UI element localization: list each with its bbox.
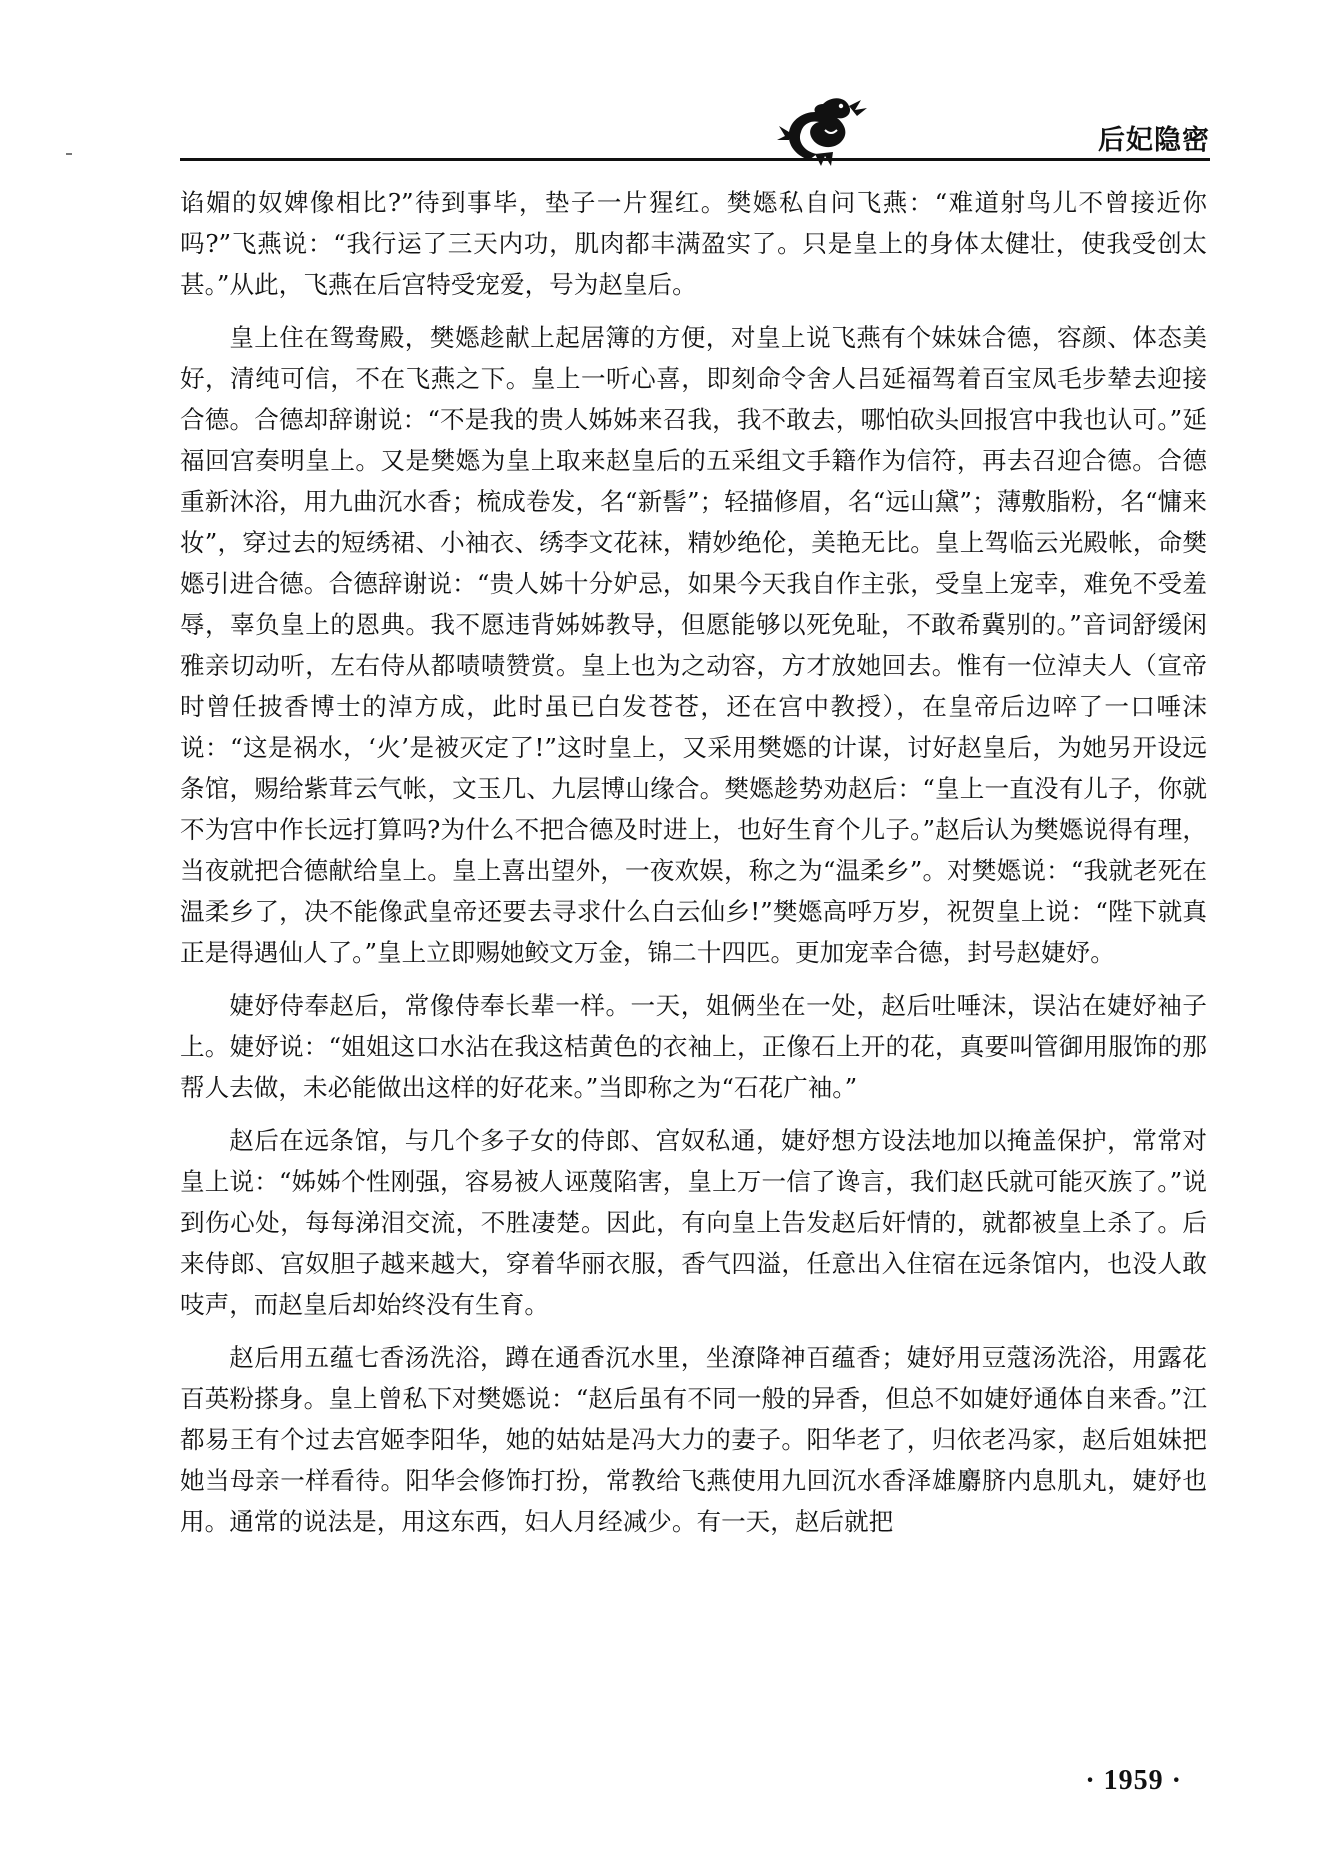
page-header	[180, 90, 1210, 170]
paragraph: 谄媚的奴婢像相比?”待到事毕，垫子一片猩红。樊嫕私自问飞燕：“难道射鸟儿不曾接近你吗?”飞燕说：“我行运了三天内功，肌肉都丰满盈实了。只是皇上的身体太健壮，使我受创太甚。”从此，飞燕在后宫特受宠爱，号为赵皇后。	[180, 188, 1207, 299]
header-rule	[180, 158, 1210, 161]
paragraph: 赵后在远条馆，与几个多子女的侍郎、宫奴私通，婕妤想方设法地加以掩盖保护，常常对皇上说：“姊姊个性刚强，容易被人诬蔑陷害，皇上万一信了谗言，我们赵氏就可能灭族了。”说到伤心处，每每涕泪交流，不胜凄楚。因此，有向皇上告发赵后奸情的，就都被皇上杀了。后来侍郎、宫奴胆子越来越大，穿着华丽衣服，香气四溢，任意出入住宿在远条馆内，也没人敢吱声，而赵皇后却始终没有生育。	[180, 1126, 1207, 1319]
scan-speck	[66, 153, 72, 155]
paragraph: 婕妤侍奉赵后，常像侍奉长辈一样。一天，姐俩坐在一处，赵后吐唾沫，误沾在婕妤袖子上。婕妤说：“姐姐这口水沾在我这桔黄色的衣袖上，正像石上开的花，真要叫管御用服饰的那帮人去做，未必能做出这样的好花来。”当即称之为“石花广袖。”	[180, 991, 1207, 1102]
page-number: · 1959 ·	[1085, 1765, 1182, 1796]
body-text	[180, 182, 1207, 1554]
paragraph: 赵后用五蕴七香汤洗浴，蹲在通香沉水里，坐潦降神百蕴香；婕妤用豆蔻汤洗浴，用露花百英粉搽身。皇上曾私下对樊嫕说：“赵后虽有不同一般的异香，但总不如婕妤通体自来香。”江都易王有个过去宫姬李阳华，她的姑姑是冯大力的妻子。阳华老了，归依老冯家，赵后姐妹把她当母亲一样看待。阳华会修饰打扮，常教给飞燕使用九回沉水香泽雄麝脐内息肌丸，婕妤也用。通常的说法是，用这东西，妇人月经减少。有一天，赵后就把	[180, 1343, 1207, 1536]
paragraph: 皇上住在鸳鸯殿，樊嫕趁献上起居簿的方便，对皇上说飞燕有个妹妹合德，容颜、体态美好，清纯可信，不在飞燕之下。皇上一听心喜，即刻命令舍人吕延福驾着百宝凤毛步辇去迎接合德。合德却辞谢说：“不是我的贵人姊姊来召我，我不敢去，哪怕砍头回报宫中我也认可。”延福回宫奏明皇上。又是樊嫕为皇上取来赵皇后的五采组文手籍作为信符，再去召迎合德。合德重新沐浴，用九曲沉水香；梳成卷发，名“新髻”；轻描修眉，名“远山黛”；薄敷脂粉，名“慵来妆”，穿过去的短绣裙、小袖衣、绣李文花袜，精妙绝伦，美艳无比。皇上驾临云光殿帐，命樊嫕引进合德。合德辞谢说：“贵人姊十分妒忌，如果今天我自作主张，受皇上宠幸，难免不受羞辱，辜负皇上的恩典。我不愿违背姊姊教导，但愿能够以死免耻，不敢希冀别的。”音词舒缓闲雅亲切动听，左右侍从都啧啧赞赏。皇上也为之动容，方才放她回去。惟有一位淖夫人（宣帝时曾任披香博士的淖方成，此时虽已白发苍苍，还在宫中教授），在皇帝后边啐了一口唾沫说：“这是祸水，‘火’是被灭定了!”这时皇上，又采用樊嫕的计谋，讨好赵皇后，为她另开设远条馆，赐给紫茸云气帐，文玉几、九层博山缘合。樊嫕趁势劝赵后：“皇上一直没有儿子，你就不为宫中作长远打算吗?为什么不把合德及时进上，也好生育个儿子。”赵后认为樊嫕说得有理，当夜就把合德献给皇上。皇上喜出望外，一夜欢娱，称之为“温柔乡”。对樊嫕说：“我就老死在温柔乡了，决不能像武皇帝还要去寻求什么白云仙乡!”樊嫕高呼万岁，祝贺皇上说：“陛下就真正是得遇仙人了。”皇上立即赐她鲛文万金，锦二十四匹。更加宠幸合德，封号赵婕妤。	[180, 323, 1207, 967]
running-title: 后妃隐密	[1098, 125, 1210, 156]
